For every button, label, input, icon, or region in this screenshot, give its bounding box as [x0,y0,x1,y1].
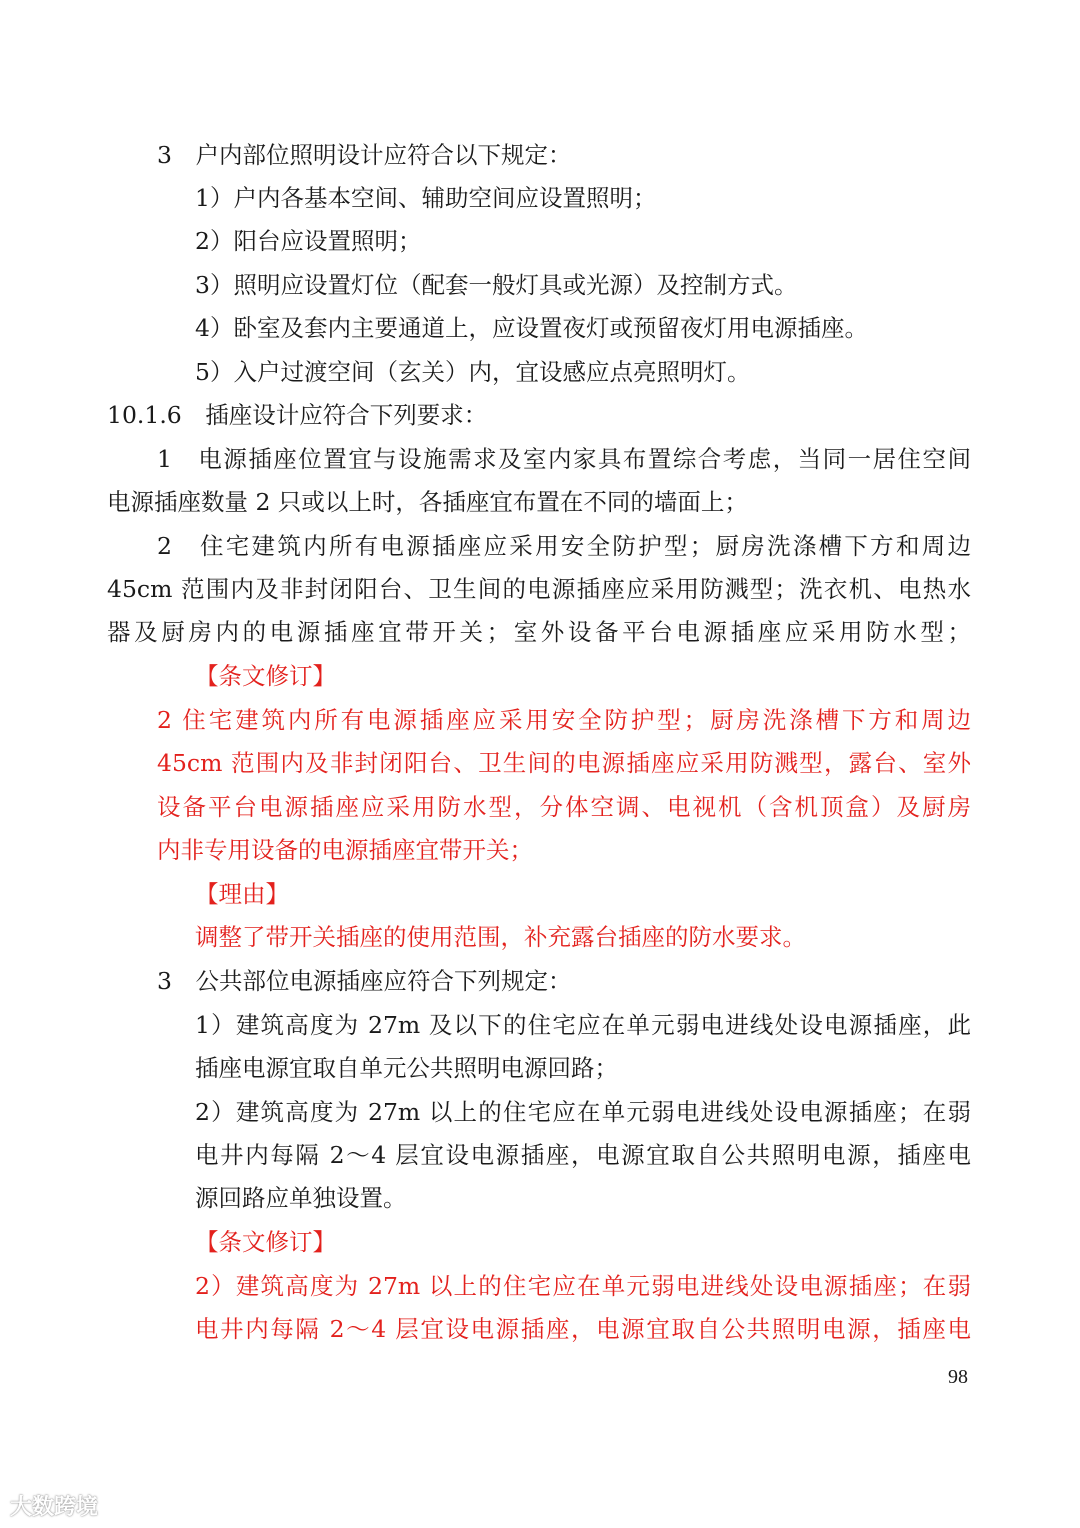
sub-item: 5）入户过渡空间（玄关）内，宜设感应点亮照明灯。 [195,358,751,386]
sub-item: 1）户内各基本空间、辅助空间应设置照明； [195,184,657,212]
sub-item: 插座电源宜取自单元公共照明电源回路； [195,1054,618,1082]
clause-item: 2 住宅建筑内所有电源插座应采用安全防护型；厨房洗涤槽下方和周边 [157,532,971,560]
revision-heading: 【条文修订】 [195,1228,336,1256]
sub-item: 4）卧室及套内主要通道上，应设置夜灯或预留夜灯用电源插座。 [195,314,868,342]
section-heading: 10.1.6 插座设计应符合下列要求： [107,401,488,429]
sub-item: 3）照明应设置灯位（配套一般灯具或光源）及控制方式。 [195,271,798,299]
reason-heading: 【理由】 [195,880,289,908]
reason-text: 调整了带开关插座的使用范围，补充露台插座的防水要求。 [195,923,806,951]
watermark-logo [10,1490,98,1521]
revision-text: 内非专用设备的电源插座宜带开关； [157,836,533,864]
revision-text: 设备平台电源插座应采用防水型，分体空调、电视机（含机顶盒）及厨房 [157,793,971,821]
revision-text: 2 住宅建筑内所有电源插座应采用安全防护型；厨房洗涤槽下方和周边 [157,706,971,734]
page-number: 98 [948,1366,968,1388]
revision-text: 45cm 范围内及非封闭阳台、卫生间的电源插座应采用防溅型，露台、室外 [157,749,971,777]
sub-item: 源回路应单独设置。 [195,1184,407,1212]
clause-text: 45cm 范围内及非封闭阳台、卫生间的电源插座应采用防溅型；洗衣机、电热水 [107,575,971,603]
clause-item: 1 电源插座位置宜与设施需求及室内家具布置综合考虑，当同一居住空间 [157,445,971,473]
clause-text: 电源插座数量 2 只或以上时，各插座宜布置在不同的墙面上； [107,488,748,516]
sub-item: 2）阳台应设置照明； [195,227,422,255]
sub-item: 电井内每隔 2～4 层宜设电源插座，电源宜取自公共照明电源，插座电 [195,1141,971,1169]
watermark-text: 大数跨境 [10,1495,99,1520]
revision-text: 电井内每隔 2～4 层宜设电源插座，电源宜取自公共照明电源，插座电 [195,1315,971,1343]
clause-item: 3 户内部位照明设计应符合以下规定： [157,141,572,169]
sub-item: 2）建筑高度为 27m 以上的住宅应在单元弱电进线处设电源插座；在弱 [195,1098,971,1126]
sub-item: 1）建筑高度为 27m 及以下的住宅应在单元弱电进线处设电源插座，此 [195,1011,971,1039]
revision-text: 2）建筑高度为 27m 以上的住宅应在单元弱电进线处设电源插座；在弱 [195,1272,971,1300]
clause-text: 器及厨房内的电源插座宜带开关；室外设备平台电源插座应采用防水型； [107,618,971,646]
revision-heading: 【条文修订】 [195,662,336,690]
clause-item: 3 公共部位电源插座应符合下列规定： [157,967,572,995]
